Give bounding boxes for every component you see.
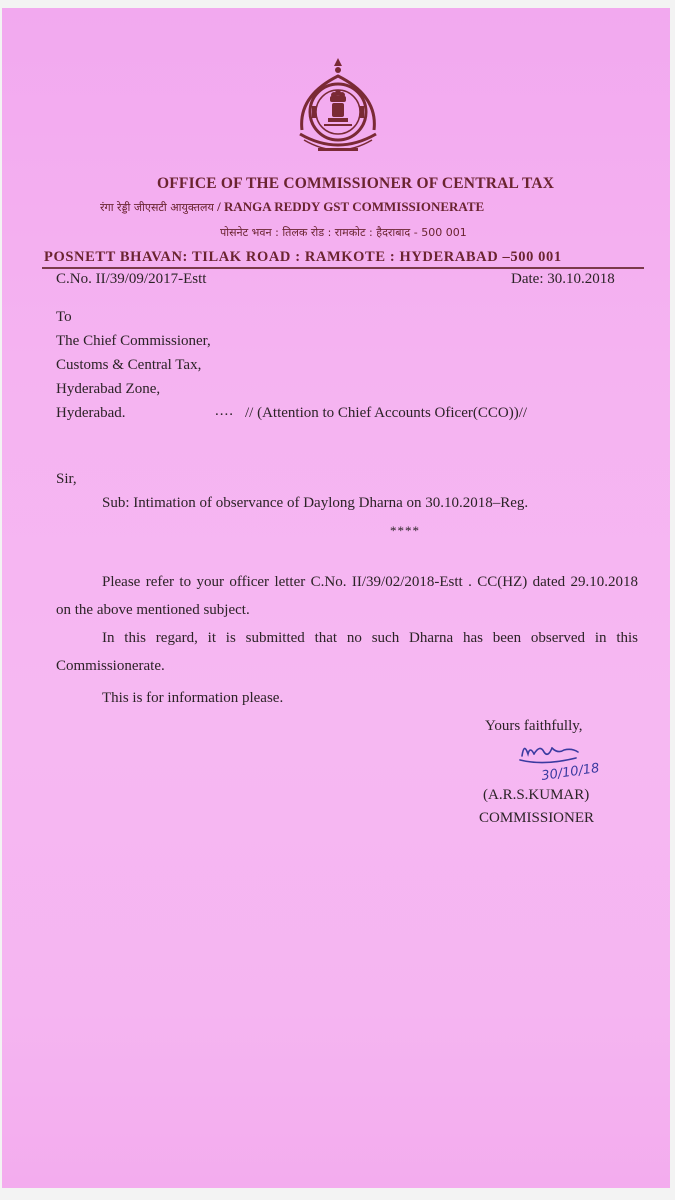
signatory-name: (A.R.S.KUMAR) — [483, 787, 590, 803]
attention-line: // (Attention to Chief Accounts Oficer(CCO))// — [245, 405, 528, 421]
recipient-line: Hyderabad Zone, — [56, 381, 161, 397]
office-title: OFFICE OF THE COMMISSIONER OF CENTRAL TAX — [157, 175, 555, 192]
recipient-line: Hyderabad. — [56, 405, 126, 421]
address-english: POSNETT BHAVAN: TILAK ROAD : RAMKOTE : HYDERABAD –500 001 — [44, 249, 562, 265]
letterhead-divider — [42, 267, 644, 269]
letter-date: Date: 30.10.2018 — [511, 271, 615, 287]
recipient-line: The Chief Commissioner, — [56, 333, 211, 349]
salutation: Sir, — [56, 471, 77, 487]
recipient-to: To — [56, 309, 72, 325]
address-hindi: पोसनेट भवन : तिलक रोड : रामकोट : हैदराबाद - 500 001 — [220, 226, 467, 239]
body-paragraph: Please refer to your officer letter C.No. II/39/02/2018-Estt . CC(HZ) dated 29.10.2018 on the above mentioned subject. — [56, 574, 638, 618]
signature-date: 30/10/18 — [540, 760, 601, 784]
body-paragraph: This is for information please. — [102, 690, 284, 706]
recipient-line: Customs & Central Tax, — [56, 357, 202, 373]
subject-line: Sub: Intimation of observance of Daylong Dharna on 30.10.2018–Reg. — [102, 495, 529, 511]
leader-dots: .... — [215, 403, 234, 419]
government-seal-icon — [290, 56, 386, 164]
commissionerate-name — [100, 199, 484, 215]
body-paragraph: In this regard, it is submitted that no such Dharna has been observed in this Commissionerate. — [56, 630, 638, 674]
signatory-designation: COMMISSIONER — [479, 810, 595, 826]
commissionerate-name-hindi: रंगा रेड्डी जीएसटी आयुक्तलय — [100, 201, 214, 214]
letter-page — [2, 8, 670, 1188]
commissionerate-name-english: / RANGA REDDY GST COMMISSIONERATE — [213, 199, 485, 214]
subject-separator: **** — [390, 523, 420, 538]
reference-number: C.No. II/39/09/2017-Estt — [56, 271, 207, 287]
closing: Yours faithfully, — [485, 718, 583, 734]
handwritten-signature — [514, 736, 614, 790]
